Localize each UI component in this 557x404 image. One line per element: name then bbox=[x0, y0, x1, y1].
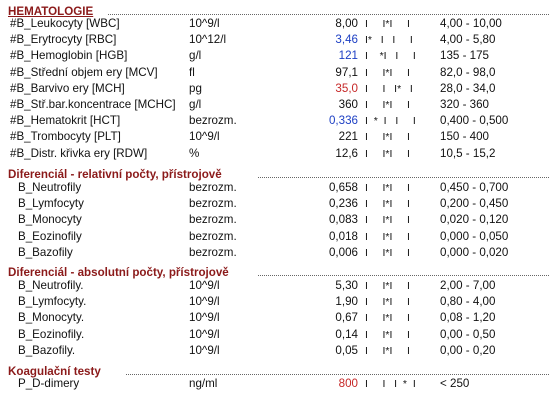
test-name: #B_Distr. křivka ery [RDW] bbox=[10, 146, 148, 160]
reference-range: 0,400 - 0,500 bbox=[440, 114, 509, 128]
result-row bbox=[0, 48, 557, 64]
reference-range: 320 - 360 bbox=[440, 98, 489, 111]
test-unit: % bbox=[189, 146, 200, 160]
test-unit: g/l bbox=[189, 49, 202, 63]
test-unit: 10^9/l bbox=[189, 295, 220, 309]
section-title: HEMATOLOGIE bbox=[8, 5, 94, 18]
result-row bbox=[0, 32, 557, 48]
range-indicator: I I I* I bbox=[365, 82, 413, 95]
range-indicator: I* I I I bbox=[365, 34, 413, 47]
test-value: 0,018 bbox=[328, 229, 358, 243]
section-title: Diferenciál - relativní počty, přístrojově bbox=[8, 168, 222, 181]
test-unit: bezrozm. bbox=[189, 197, 237, 211]
test-value: 121 bbox=[338, 49, 358, 63]
test-value: 0,05 bbox=[335, 343, 358, 357]
range-indicator: I I*I I bbox=[365, 312, 410, 325]
range-indicator: I I*I I bbox=[365, 182, 410, 194]
section-rule bbox=[108, 14, 549, 15]
test-value: 360 bbox=[338, 98, 358, 111]
test-unit: g/l bbox=[189, 98, 202, 111]
reference-range: 0,08 - 1,20 bbox=[440, 311, 496, 325]
test-name: #B_Střední objem ery [MCV] bbox=[10, 65, 158, 79]
range-indicator: I I*I I bbox=[365, 198, 410, 211]
test-value: 12,6 bbox=[335, 146, 358, 160]
result-row bbox=[0, 81, 557, 97]
range-indicator: I I*I I bbox=[365, 131, 410, 144]
result-row bbox=[0, 327, 557, 343]
test-name: #B_Hemoglobin [HGB] bbox=[10, 49, 128, 63]
test-unit: 10^9/l bbox=[189, 279, 220, 292]
range-indicator: I I*I I bbox=[365, 66, 410, 79]
result-row bbox=[0, 16, 557, 32]
reference-range: 28,0 - 34,0 bbox=[440, 81, 496, 95]
test-name: B_Neutrofily bbox=[18, 181, 82, 194]
result-row bbox=[0, 97, 557, 113]
test-name: #B_Trombocyty [PLT] bbox=[10, 130, 121, 144]
reference-range: 0,000 - 0,050 bbox=[440, 229, 509, 243]
test-unit: bezrozm. bbox=[189, 213, 237, 227]
test-unit: 10^9/l bbox=[189, 327, 220, 341]
test-name: B_Monocyty bbox=[18, 213, 82, 227]
reference-range: 0,450 - 0,700 bbox=[440, 181, 509, 194]
test-unit: 10^12/l bbox=[189, 33, 227, 47]
range-indicator: I I*I I bbox=[365, 344, 410, 357]
test-name: B_Bazofily bbox=[18, 245, 73, 259]
reference-range: 135 - 175 bbox=[440, 49, 489, 63]
test-value: 1,90 bbox=[335, 295, 358, 309]
result-row bbox=[0, 146, 557, 162]
test-unit: 10^9/l bbox=[189, 311, 220, 325]
result-row bbox=[0, 294, 557, 310]
section-rule bbox=[126, 374, 549, 375]
test-unit: 10^9/l bbox=[189, 17, 220, 30]
test-value: 0,083 bbox=[328, 213, 358, 227]
result-row bbox=[0, 376, 557, 392]
result-row bbox=[0, 180, 557, 196]
test-value: 221 bbox=[338, 130, 358, 144]
range-indicator: I I*I I bbox=[365, 296, 410, 309]
test-unit: 10^9/l bbox=[189, 343, 220, 357]
test-value: 3,46 bbox=[335, 33, 358, 47]
test-unit: bezrozm. bbox=[189, 114, 237, 128]
test-value: 0,67 bbox=[335, 311, 358, 325]
result-row bbox=[0, 113, 557, 129]
test-name: B_Eozinofily bbox=[18, 229, 82, 243]
range-indicator: I I*I I bbox=[365, 147, 410, 160]
test-value: 97,1 bbox=[335, 65, 358, 79]
test-name: P_D-dimery bbox=[18, 377, 80, 390]
reference-range: 0,00 - 0,50 bbox=[440, 327, 496, 341]
result-row bbox=[0, 278, 557, 294]
test-unit: ng/ml bbox=[189, 377, 218, 390]
test-name: #B_Erytrocyty [RBC] bbox=[10, 33, 117, 47]
range-indicator: I I*I I bbox=[365, 230, 410, 243]
test-value: 0,236 bbox=[328, 197, 358, 211]
result-row bbox=[0, 129, 557, 145]
range-indicator: I I*I I bbox=[365, 246, 410, 259]
range-indicator: I *I I I bbox=[365, 50, 416, 63]
test-name: B_Eozinofily. bbox=[18, 327, 85, 341]
reference-range: 0,200 - 0,450 bbox=[440, 197, 509, 211]
test-unit: bezrozm. bbox=[189, 245, 237, 259]
reference-range: 0,000 - 0,020 bbox=[440, 245, 509, 259]
reference-range: 0,020 - 0,120 bbox=[440, 213, 509, 227]
test-name: B_Neutrofily. bbox=[18, 279, 84, 292]
range-indicator: I I*I I bbox=[365, 280, 410, 292]
test-name: B_Monocyty. bbox=[18, 311, 85, 325]
result-row bbox=[0, 343, 557, 359]
result-row bbox=[0, 245, 557, 261]
test-name: #B_Barvivo ery [MCH] bbox=[10, 81, 125, 95]
test-name: B_Bazofily. bbox=[18, 343, 76, 357]
test-name: #B_Stř.bar.koncentrace [MCHC] bbox=[10, 98, 176, 111]
reference-range: 0,80 - 4,00 bbox=[440, 295, 496, 309]
result-row bbox=[0, 212, 557, 228]
section-rule bbox=[258, 177, 549, 178]
result-row bbox=[0, 229, 557, 245]
reference-range: 4,00 - 5,80 bbox=[440, 33, 496, 47]
range-indicator: I I*I I bbox=[365, 214, 410, 227]
test-value: 0,14 bbox=[335, 327, 358, 341]
result-row bbox=[0, 196, 557, 212]
range-indicator: I I I * I bbox=[365, 378, 416, 390]
test-value: 35,0 bbox=[335, 81, 358, 95]
result-row bbox=[0, 310, 557, 326]
test-value: 0,006 bbox=[328, 245, 358, 259]
result-row bbox=[0, 65, 557, 81]
reference-range: 0,00 - 0,20 bbox=[440, 343, 496, 357]
test-unit: pg bbox=[189, 81, 202, 95]
test-value: 8,00 bbox=[335, 17, 358, 30]
reference-range: 4,00 - 10,00 bbox=[440, 17, 502, 30]
range-indicator: I I*I I bbox=[365, 99, 410, 111]
range-indicator: I I*I I bbox=[365, 18, 410, 30]
test-unit: 10^9/l bbox=[189, 130, 220, 144]
test-value: 0,658 bbox=[328, 181, 358, 194]
section-rule bbox=[258, 275, 549, 276]
reference-range: < 250 bbox=[440, 377, 470, 390]
reference-range: 150 - 400 bbox=[440, 130, 489, 144]
test-unit: bezrozm. bbox=[189, 229, 237, 243]
test-name: B_Lymfocyty bbox=[18, 197, 84, 211]
range-indicator: I * I I I bbox=[365, 115, 416, 128]
test-name: #B_Leukocyty [WBC] bbox=[10, 17, 120, 30]
test-unit: bezrozm. bbox=[189, 181, 237, 194]
test-unit: fl bbox=[189, 65, 195, 79]
test-name: B_Lymfocyty. bbox=[18, 295, 87, 309]
reference-range: 2,00 - 7,00 bbox=[440, 279, 496, 292]
reference-range: 10,5 - 15,2 bbox=[440, 146, 496, 160]
section-title: Koagulační testy bbox=[8, 365, 101, 378]
test-value: 800 bbox=[338, 377, 358, 390]
reference-range: 82,0 - 98,0 bbox=[440, 65, 496, 79]
test-value: 5,30 bbox=[335, 279, 358, 292]
range-indicator: I I*I I bbox=[365, 328, 410, 341]
test-name: #B_Hematokrit [HCT] bbox=[10, 114, 121, 128]
test-value: 0,336 bbox=[328, 114, 358, 128]
section-title: Diferenciál - absolutní počty, přístrojově bbox=[8, 266, 229, 279]
